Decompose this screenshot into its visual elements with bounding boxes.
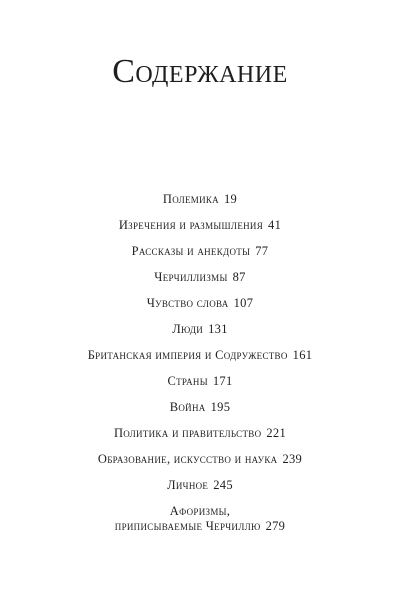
toc-entry-label: Люди	[172, 322, 204, 336]
toc-entry-label-line-2: приписываемые Черчиллю	[114, 519, 261, 533]
toc-entry-page-number: 87	[232, 270, 246, 284]
toc-entry-label: Личное	[167, 478, 209, 492]
toc-entry-page-number: 161	[292, 348, 313, 362]
toc-entry-label: Война	[169, 400, 206, 414]
toc-entry-churchillisms[interactable]	[0, 270, 400, 296]
toc-entry-page-number: 77	[255, 244, 269, 258]
toc-entry-polemics[interactable]	[0, 192, 400, 218]
toc-entry-british-empire[interactable]	[0, 348, 400, 374]
toc-entry-page-number: 171	[212, 374, 233, 388]
toc-entry-label: Рассказы и анекдоты	[131, 244, 251, 258]
toc-entry-page-number: 239	[282, 452, 303, 466]
toc-entry-label: Полемика	[162, 192, 219, 206]
toc-entry-label: Чувство слова	[146, 296, 229, 310]
toc-entry-attributed-aphorisms[interactable]	[0, 504, 400, 544]
toc-entry-sayings[interactable]	[0, 218, 400, 244]
toc-entry-personal[interactable]	[0, 478, 400, 504]
toc-entry-page-number: 131	[208, 322, 228, 336]
toc-entry-sense-of-words[interactable]	[0, 296, 400, 322]
toc-entry-label: Образование, искусство и наука	[97, 452, 278, 466]
toc-entry-countries[interactable]	[0, 374, 400, 400]
toc-entry-war[interactable]	[0, 400, 400, 426]
toc-entry-label: Черчиллизмы	[154, 270, 228, 284]
toc-entry-people[interactable]	[0, 322, 400, 348]
toc-entry-page-number: 245	[213, 478, 233, 492]
page-title: Содержание	[112, 53, 288, 90]
toc-entry-politics[interactable]	[0, 426, 400, 452]
toc-entry-label: Страны	[167, 374, 208, 388]
toc-entry-stories[interactable]	[0, 244, 400, 270]
toc-entry-page-number: 19	[223, 192, 238, 206]
toc-entry-page-number: 195	[210, 400, 231, 414]
toc-entry-page-number: 221	[266, 426, 287, 440]
toc-entry-education[interactable]	[0, 452, 400, 478]
toc-entry-label: Изречения и размышления	[118, 218, 264, 232]
table-of-contents	[0, 192, 400, 544]
toc-entry-label: Политика и правительство	[113, 426, 262, 440]
toc-entry-label: Британская империя и Содружество	[87, 348, 288, 362]
toc-entry-page-number: 107	[233, 296, 254, 310]
toc-entry-label-line-1: Афоризмы,	[169, 504, 231, 518]
toc-entry-page-number: 41	[268, 218, 282, 232]
toc-entry-page-number: 279	[265, 519, 286, 533]
